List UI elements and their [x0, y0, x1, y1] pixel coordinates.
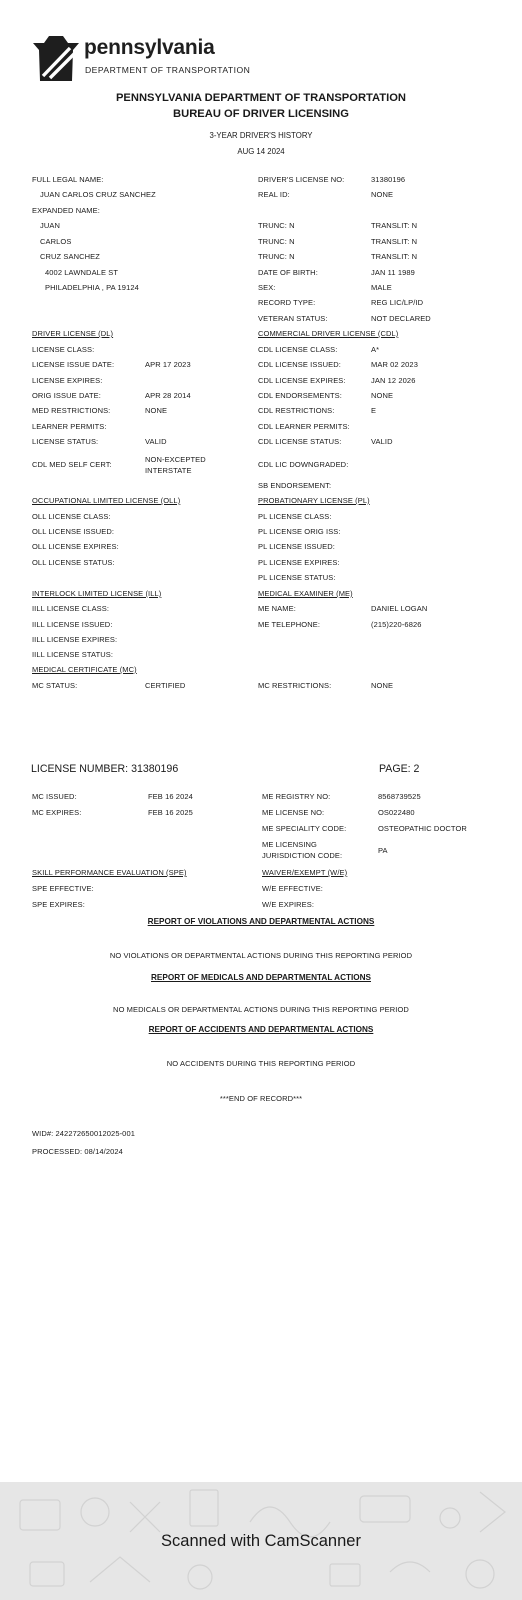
me-license-value: OS022480	[378, 808, 415, 817]
me-speciality-value: OSTEOPATHIC DOCTOR	[378, 824, 467, 833]
we-expires-label: W/E EXPIRES:	[262, 900, 315, 909]
pl-orig-label: PL LICENSE ORIG ISS:	[258, 527, 341, 536]
pl-section-heading: PROBATIONARY LICENSE (PL)	[258, 496, 370, 505]
license-issue-date: APR 17 2023	[145, 360, 191, 369]
trunc-last: TRUNC: N	[258, 252, 295, 261]
med-restrictions-label: MED RESTRICTIONS:	[32, 406, 111, 415]
page-number: PAGE: 2	[379, 763, 420, 775]
sb-endorsement-label: SB ENDORSEMENT:	[258, 481, 332, 490]
oll-issued-label: OLL LICENSE ISSUED:	[32, 527, 115, 536]
expanded-last-name: CRUZ SANCHEZ	[40, 252, 100, 261]
pl-class-label: PL LICENSE CLASS:	[258, 512, 332, 521]
dob-value: JAN 11 1989	[371, 268, 415, 277]
expanded-middle-name: CARLOS	[40, 237, 72, 246]
medicals-report-title: REPORT OF MEDICALS AND DEPARTMENTAL ACTIONS	[151, 973, 371, 982]
full-legal-name: JUAN CARLOS CRUZ SANCHEZ	[40, 190, 156, 199]
mc-section-heading: MEDICAL CERTIFICATE (MC)	[32, 665, 137, 674]
cdl-expires-label: CDL LICENSE EXPIRES:	[258, 376, 346, 385]
me-telephone-value: (215)220-6826	[371, 620, 422, 629]
cdl-learner-permits-label: CDL LEARNER PERMITS:	[258, 422, 350, 431]
trunc-first: TRUNC: N	[258, 221, 295, 230]
end-of-record: ***END OF RECORD***	[219, 1094, 303, 1103]
medicals-report-text: NO MEDICALS OR DEPARTMENTAL ACTIONS DURING THIS REPORTING PERIOD	[113, 1005, 409, 1014]
license-issue-date-label: LICENSE ISSUE DATE:	[32, 360, 115, 369]
spe-expires-label: SPE EXPIRES:	[32, 900, 85, 909]
mc-expires-value: FEB 16 2025	[148, 808, 193, 817]
dob-label: DATE OF BIRTH:	[258, 268, 318, 277]
license-number-header: LICENSE NUMBER: 31380196	[31, 763, 179, 775]
me-jurisdiction-value: PA	[378, 846, 388, 855]
cdl-endorsements-value: NONE	[371, 391, 394, 400]
cdl-expires-value: JAN 12 2026	[371, 376, 416, 385]
camscanner-label: Scanned with CamScanner	[161, 1532, 361, 1550]
penndot-keystone-logo	[30, 34, 82, 82]
we-effective-label: W/E EFFECTIVE:	[262, 884, 323, 893]
report-date: AUG 14 2024	[237, 147, 285, 156]
cdl-med-self-cert-label: CDL MED SELF CERT:	[32, 460, 112, 469]
cdl-issued-label: CDL LICENSE ISSUED:	[258, 360, 341, 369]
logo-wordmark: pennsylvania	[84, 36, 215, 59]
real-id-label: REAL ID:	[258, 190, 290, 199]
me-name-label: ME NAME:	[258, 604, 296, 613]
logo-subtitle: DEPARTMENT OF TRANSPORTATION	[85, 65, 251, 75]
me-telephone-label: ME TELEPHONE:	[258, 620, 321, 629]
cdl-status-label: CDL LICENSE STATUS:	[258, 437, 342, 446]
dl-section-heading: DRIVER LICENSE (DL)	[32, 329, 114, 338]
license-class-label: LICENSE CLASS:	[32, 345, 95, 354]
ill-class-label: IILL LICENSE CLASS:	[32, 604, 110, 613]
me-jurisdiction-label-line1: ME LICENSING	[262, 840, 317, 849]
license-status-label: LICENSE STATUS:	[32, 437, 99, 446]
mc-restrictions-value: NONE	[371, 681, 394, 690]
med-restrictions-value: NONE	[145, 406, 168, 415]
sex-value: MALE	[371, 283, 392, 292]
cdl-med-self-cert-line2: INTERSTATE	[145, 466, 192, 475]
oll-section-heading: OCCUPATIONAL LIMITED LICENSE (OLL)	[32, 496, 181, 505]
mc-expires-label: MC EXPIRES:	[32, 808, 82, 817]
agency-title: PENNSYLVANIA DEPARTMENT OF TRANSPORTATION	[115, 92, 407, 104]
cdl-restrictions-label: CDL RESTRICTIONS:	[258, 406, 335, 415]
license-status-value: VALID	[145, 437, 167, 446]
violations-report-title: REPORT OF VIOLATIONS AND DEPARTMENTAL ACTIONS	[147, 917, 375, 926]
cdl-downgraded-label: CDL LIC DOWNGRADED:	[258, 460, 349, 469]
cdl-med-self-cert-line1: NON-EXCEPTED	[145, 455, 206, 464]
me-speciality-label: ME SPECIALITY CODE:	[262, 824, 347, 833]
full-legal-name-label: FULL LEGAL NAME:	[32, 175, 104, 184]
expanded-name-label: EXPANDED NAME:	[32, 206, 100, 215]
orig-issue-date-label: ORIG ISSUE DATE:	[32, 391, 101, 400]
mc-issued-label: MC ISSUED:	[32, 792, 77, 801]
dl-number-label: DRIVER'S LICENSE NO:	[258, 175, 345, 184]
ill-section-heading: INTERLOCK LIMITED LICENSE (ILL)	[32, 589, 162, 598]
trunc-middle: TRUNC: N	[258, 237, 295, 246]
expanded-first-name: JUAN	[40, 221, 60, 230]
cdl-endorsements-label: CDL ENDORSEMENTS:	[258, 391, 342, 400]
cdl-restrictions-value: E	[371, 406, 377, 415]
spe-effective-label: SPE EFFECTIVE:	[32, 884, 94, 893]
cdl-section-heading: COMMERCIAL DRIVER LICENSE (CDL)	[258, 329, 399, 338]
camscanner-watermark-band	[0, 1482, 522, 1600]
pl-issued-label: PL LICENSE ISSUED:	[258, 542, 335, 551]
translit-last: TRANSLIT: N	[371, 252, 418, 261]
sex-label: SEX:	[258, 283, 276, 292]
me-registry-value: 8568739525	[378, 792, 421, 801]
ill-issued-label: IILL LICENSE ISSUED:	[32, 620, 113, 629]
ill-status-label: IILL LICENSE STATUS:	[32, 650, 114, 659]
accidents-report-text: NO ACCIDENTS DURING THIS REPORTING PERIOD	[166, 1059, 356, 1068]
oll-expires-label: OLL LICENSE EXPIRES:	[32, 542, 119, 551]
me-name-value: DANIEL LOGAN	[371, 604, 428, 613]
dl-number: 31380196	[371, 175, 406, 184]
translit-middle: TRANSLIT: N	[371, 237, 418, 246]
accidents-report-title: REPORT OF ACCIDENTS AND DEPARTMENTAL ACTIONS	[148, 1025, 374, 1034]
ill-expires-label: IILL LICENSE EXPIRES:	[32, 635, 118, 644]
oll-status-label: OLL LICENSE STATUS:	[32, 558, 115, 567]
mc-status-label: MC STATUS:	[32, 681, 78, 690]
me-registry-label: ME REGISTRY NO:	[262, 792, 331, 801]
wid-number: WID#: 242272650012025-001	[32, 1129, 135, 1138]
violations-report-text: NO VIOLATIONS OR DEPARTMENTAL ACTIONS DURING THIS REPORTING PERIOD	[109, 951, 413, 960]
translit-first: TRANSLIT: N	[371, 221, 418, 230]
veteran-status-label: VETERAN STATUS:	[258, 314, 328, 323]
mc-issued-value: FEB 16 2024	[148, 792, 193, 801]
me-license-label: ME LICENSE NO:	[262, 808, 325, 817]
record-type-label: RECORD TYPE:	[258, 298, 316, 307]
mc-restrictions-label: MC RESTRICTIONS:	[258, 681, 332, 690]
real-id-value: NONE	[371, 190, 394, 199]
processed-date: PROCESSED: 08/14/2024	[32, 1147, 123, 1156]
cdl-status-value: VALID	[371, 437, 393, 446]
pl-expires-label: PL LICENSE EXPIRES:	[258, 558, 340, 567]
me-section-heading: MEDICAL EXAMINER (ME)	[258, 589, 353, 598]
orig-issue-date: APR 28 2014	[145, 391, 191, 400]
record-type-value: REG LIC/LP/ID	[371, 298, 424, 307]
me-jurisdiction-label-line2: JURISDICTION CODE:	[262, 851, 343, 860]
bureau-title: BUREAU OF DRIVER LICENSING	[173, 108, 349, 120]
address-city: PHILADELPHIA , PA 19124	[45, 283, 139, 292]
license-expires-label: LICENSE EXPIRES:	[32, 376, 103, 385]
spe-section-heading: SKILL PERFORMANCE EVALUATION (SPE)	[32, 868, 187, 877]
veteran-status-value: NOT DECLARED	[371, 314, 431, 323]
mc-status-value: CERTIFIED	[145, 681, 186, 690]
cdl-issued-value: MAR 02 2023	[371, 360, 418, 369]
address-street: 4002 LAWNDALE ST	[45, 268, 119, 277]
report-title: 3-YEAR DRIVER'S HISTORY	[209, 131, 313, 140]
pl-status-label: PL LICENSE STATUS:	[258, 573, 336, 582]
oll-class-label: OLL LICENSE CLASS:	[32, 512, 111, 521]
learner-permits-label: LEARNER PERMITS:	[32, 422, 107, 431]
cdl-class-value: A*	[371, 345, 380, 354]
cdl-class-label: CDL LICENSE CLASS:	[258, 345, 338, 354]
we-section-heading: WAIVER/EXEMPT (W/E)	[262, 868, 348, 877]
